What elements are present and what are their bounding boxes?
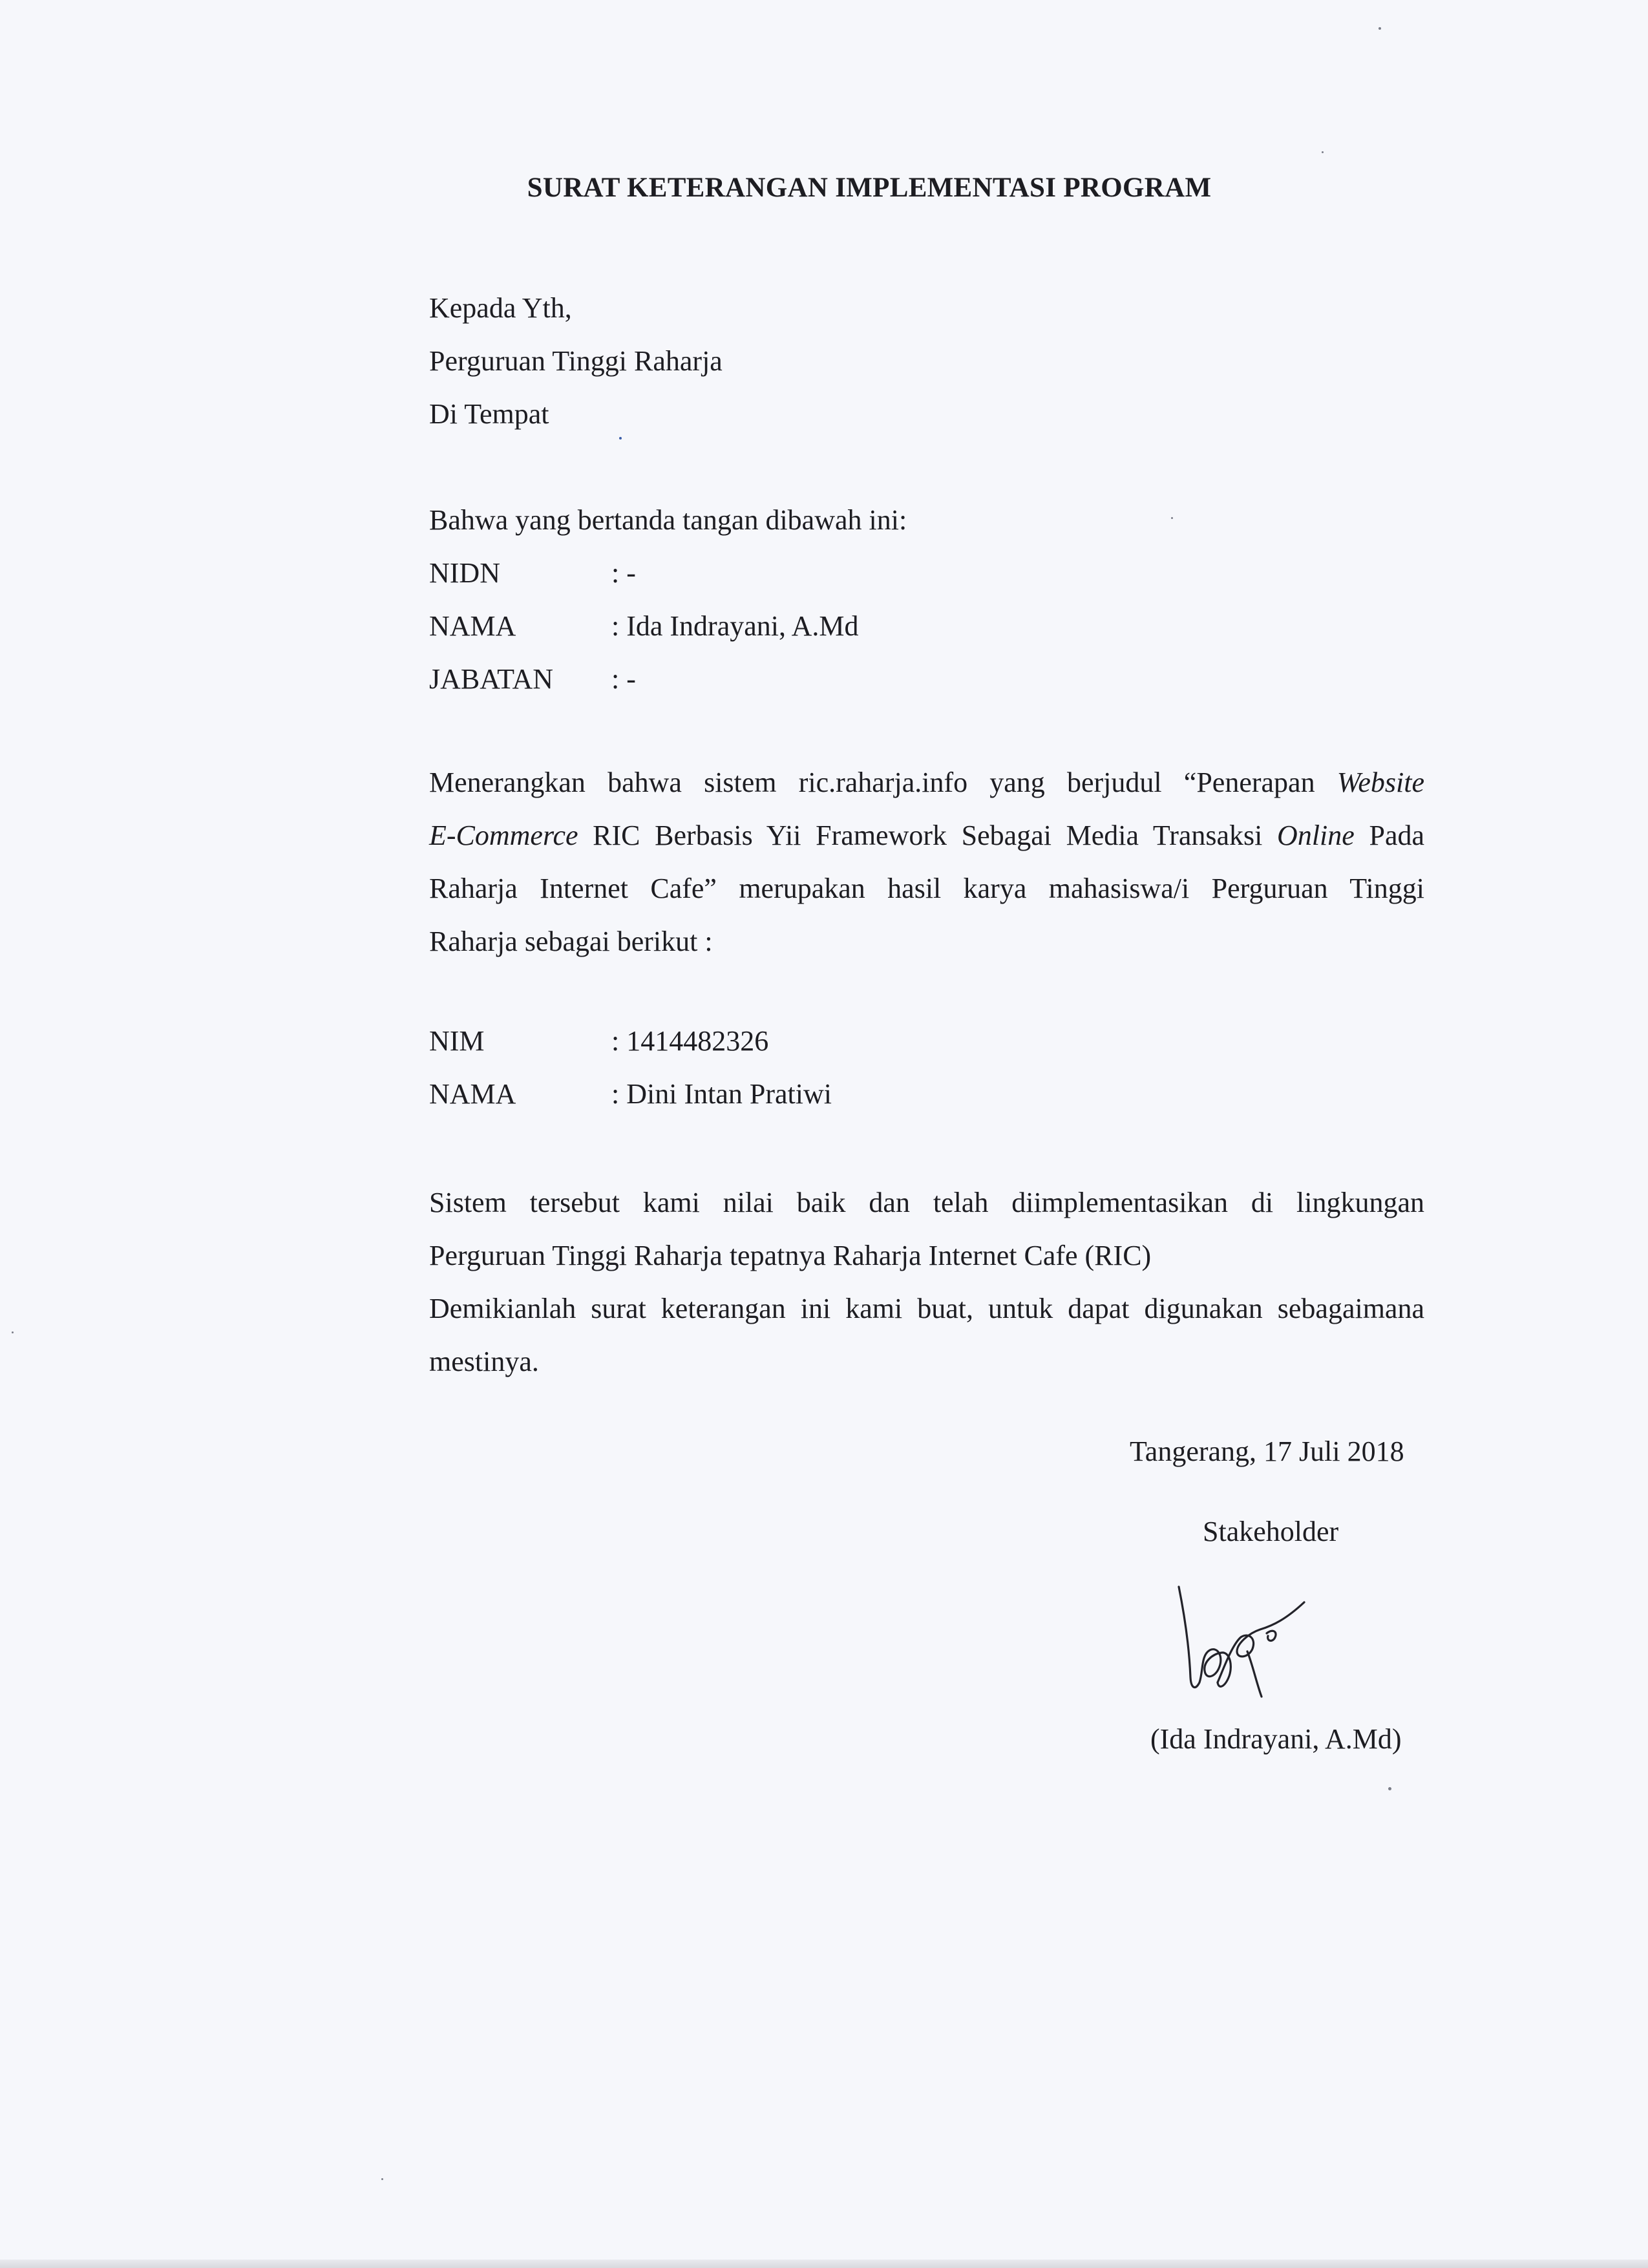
handwritten-signature xyxy=(1170,1574,1318,1703)
statement-line: Raharja Internet Cafe” merupakan hasil karya mahasiswa/i Perguruan Tinggi xyxy=(429,873,1424,904)
paper-speck xyxy=(1171,517,1173,519)
signer-field-nama xyxy=(429,600,858,653)
student-field-nama xyxy=(429,1068,832,1121)
closing-line: Perguruan Tinggi Raharja tepatnya Raharja Internet Cafe (RIC) xyxy=(429,1240,1152,1271)
recipient-location: Di Tempat xyxy=(429,398,549,430)
closing-paragraph xyxy=(429,1176,1424,1388)
letter-title: SURAT KETERANGAN IMPLEMENTASI PROGRAM xyxy=(527,173,1212,203)
signer-name: (Ida Indrayani, A.Md) xyxy=(1150,1723,1402,1755)
paper-speck xyxy=(1322,151,1324,153)
paper-speck xyxy=(1388,1787,1391,1790)
field-label: NAMA xyxy=(429,610,516,642)
statement-line: Menerangkan bahwa sistem ric.raharja.info yang berjudul “Penerapan Website xyxy=(429,767,1424,798)
paper-speck xyxy=(1379,27,1381,30)
field-label: NIDN xyxy=(429,557,500,589)
field-value: : 1414482326 xyxy=(611,1025,769,1057)
scan-edge xyxy=(0,2260,1648,2268)
place-date: Tangerang, 17 Juli 2018 xyxy=(1130,1436,1404,1467)
field-value: : Ida Indrayani, A.Md xyxy=(611,610,859,642)
recipient-institution: Perguruan Tinggi Raharja xyxy=(429,345,723,377)
closing-line: Sistem tersebut kami nilai baik dan telah diimplementasikan di lingkungan xyxy=(429,1187,1424,1218)
recipient-salutation: Kepada Yth, xyxy=(429,292,572,324)
statement-line: Raharja sebagai berikut : xyxy=(429,926,713,957)
field-value: : Dini Intan Pratiwi xyxy=(611,1078,832,1110)
paper-speck xyxy=(381,2178,383,2180)
recipient-address xyxy=(429,282,723,441)
student-field-nim xyxy=(429,1015,768,1068)
field-value: : - xyxy=(611,663,636,695)
statement-paragraph xyxy=(429,756,1424,968)
paper-speck xyxy=(12,1331,14,1333)
statement-line: E-Commerce RIC Berbasis Yii Framework Sebagai Media Transaksi Online Pada xyxy=(429,820,1424,851)
paper-speck xyxy=(619,437,622,440)
signer-role: Stakeholder xyxy=(1203,1516,1339,1547)
intro-text: Bahwa yang bertanda tangan dibawah ini: xyxy=(429,504,907,536)
signer-field-nidn xyxy=(429,547,636,600)
field-label: NAMA xyxy=(429,1078,516,1110)
field-label: JABATAN xyxy=(429,663,554,695)
field-label: NIM xyxy=(429,1025,485,1057)
signer-field-jabatan xyxy=(429,653,636,706)
field-value: : - xyxy=(611,557,636,589)
closing-line: mestinya. xyxy=(429,1346,539,1377)
closing-line: Demikianlah surat keterangan ini kami buat, untuk dapat digunakan sebagaimana xyxy=(429,1293,1424,1324)
